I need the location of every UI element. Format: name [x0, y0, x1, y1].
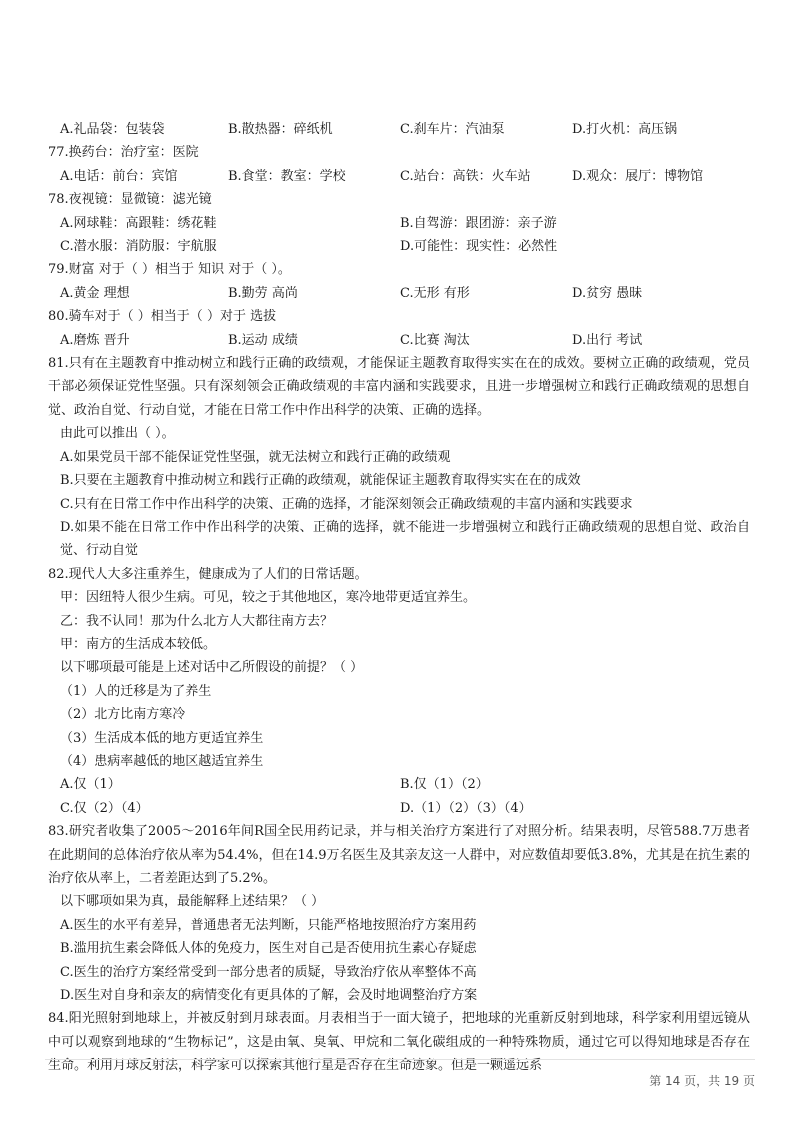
q82-options-row2	[48, 797, 750, 820]
q83-option-a: A.医生的水平有差异，普通患者无法判断，只能严格地按照治疗方案用药	[60, 917, 477, 933]
q78-stem: 78.夜视镜：显微镜：滤光镜	[48, 192, 212, 208]
q80-option-b: B.运动 成绩	[228, 332, 298, 348]
q78-options-row2	[48, 235, 750, 258]
q82-options-row1	[48, 773, 750, 796]
q81-stem: 81.只有在主题教育中推动树立和践行正确的政绩观，才能保证主题教育取得实实在在的成效。要树立正确的政绩观，党员干部必须保证党性坚强。只有深刻领会正确政绩观的丰富内涵和实践要求，且进一步增强树立和践行正确政绩观的思想自觉、政治自觉、行动自觉，才能在日常工作中作出科学的决策、正确的选择。	[48, 356, 750, 418]
q82-dialog-line: 甲：南方的生活成本较低。	[60, 636, 217, 652]
question-83	[48, 820, 750, 1007]
q82-stem: 82.现代人大多注重养生，健康成为了人们的日常话题。	[48, 566, 368, 582]
q78-option-b: B.自驾游：跟团游：亲子游	[400, 215, 557, 231]
q82-item-2: （2）北方比南方寒冷	[60, 707, 186, 723]
question-82	[48, 563, 750, 820]
q79-option-d: D.贫穷 愚昧	[572, 285, 643, 301]
q79-option-c: C.无形 有形	[400, 285, 470, 301]
q81-option-d: D.如果不能在日常工作中作出科学的决策、正确的选择，就不能进一步增强树立和践行正确政绩观的思想自觉、政治自觉、行动自觉	[60, 519, 750, 559]
q76-options	[60, 118, 750, 141]
q82-dialog-line: 甲：因纽特人很少生病。可见，较之于其他地区，寒冷地带更适宜养生。	[60, 590, 477, 606]
q79-options	[48, 282, 750, 305]
q76-option-a: A.礼品袋：包装袋	[60, 122, 165, 137]
q76-option-d: D.打火机：高压锅	[572, 122, 678, 137]
q82-option-a: A.仅（1）	[60, 777, 121, 793]
q82-ask: 以下哪项最可能是上述对话中乙所假设的前提？（ ）	[60, 660, 364, 676]
q83-stem: 83.研究者收集了2005～2016年间R国全民用药记录，并与相关治疗方案进行了对照分析。结果表明，尽管588.7万患者在此期间的总体治疗依从率为54.4%，但在14.9万名医生及其亲友这一人群中，对应数值却要低3.8%，尤其是在抗生素的治疗依从率上，二者差距达到了5.2%。	[48, 824, 750, 886]
q83-option-d: D.医生对自身和亲友的病情变化有更具体的了解，会及时地调整治疗方案	[60, 988, 478, 1004]
q77-option-c: C.站台：高铁：火车站	[400, 168, 531, 184]
q80-stem: 80.骑车对于（ ）相当于（ ）对于 选拔	[48, 309, 277, 325]
q82-item-4: （4）患病率越低的地区越适宜养生	[60, 753, 264, 769]
q82-item-3: （3）生活成本低的地方更适宜养生	[60, 730, 264, 746]
q81-option-c: C.只有在日常工作中作出科学的决策、正确的选择，才能深刻领会正确政绩观的丰富内涵和实践要求	[60, 496, 633, 512]
q82-option-c: C.仅（2）（4）	[60, 800, 149, 816]
q79-option-a: A.黄金 理想	[60, 285, 130, 301]
q77-options	[48, 165, 750, 188]
q81-option-b: B.只要在主题教育中推动树立和践行正确的政绩观，就能保证主题教育取得实实在在的成效	[60, 473, 581, 489]
q76-option-b: B.散热器：碎纸机	[228, 122, 333, 137]
q77-option-b: B.食堂：教室：学校	[228, 168, 346, 184]
q84-stem: 84.阳光照射到地球上，并被反射到月球表面。月表相当于一面大镜子，把地球的光重新反射到地球，科学家利用望远镜从中可以观察到地球的“生物标记”，这是由氧、臭氧、甲烷和二氧化碳组成的一种特殊物质，通过它可以得知地球是否存在生命。利用月球反射法，科学家可以探索其他行星是否存在生命迹象。但是一颗遥远系	[48, 1011, 750, 1074]
q77-option-a: A.电话：前台：宾馆	[60, 168, 178, 184]
question-77	[48, 141, 750, 188]
q79-stem: 79.财富 对于（ ）相当于 知识 对于（ ）。	[48, 262, 291, 278]
q77-stem: 77.换药台：治疗室：医院	[48, 145, 199, 161]
page-number: 第 14 页，共 19 页	[649, 1074, 755, 1088]
q76-option-c: C.刹车片：汽油泵	[400, 122, 505, 137]
q83-option-c: C.医生的治疗方案经常受到一部分患者的质疑，导致治疗依从率整体不高	[60, 964, 477, 980]
question-79	[48, 258, 750, 305]
q80-option-d: D.出行 考试	[572, 332, 643, 348]
q79-option-b: B.勤劳 高尚	[228, 285, 298, 301]
q78-options-row1	[48, 212, 750, 235]
question-81	[48, 352, 750, 563]
q78-option-a: A.网球鞋：高跟鞋：绣花鞋	[60, 215, 217, 231]
question-78	[48, 188, 750, 258]
question-84	[48, 1007, 750, 1077]
q82-option-b: B.仅（1）（2）	[400, 777, 489, 793]
q77-option-d: D.观众：展厅：博物馆	[572, 168, 704, 184]
q80-options	[48, 329, 750, 352]
q80-option-c: C.比赛 淘汰	[400, 332, 470, 348]
footer-divider	[45, 1059, 755, 1060]
q82-dialog-line: 乙：我不认同！那为什么北方人大都往南方去？	[60, 613, 334, 629]
question-80	[48, 305, 750, 352]
question-content	[48, 118, 750, 1078]
q81-option-a: A.如果党员干部不能保证党性坚强，就无法树立和践行正确的政绩观	[60, 449, 451, 465]
q81-ask: 由此可以推出（ ）。	[60, 426, 175, 442]
q83-option-b: B.滥用抗生素会降低人体的免疫力，医生对自己是否使用抗生素心存疑虑	[60, 941, 477, 957]
q82-item-1: （1）人的迁移是为了养生	[60, 683, 212, 699]
q78-option-d: D.可能性：现实性：必然性	[400, 239, 558, 255]
q78-option-c: C.潜水服：消防服：宇航服	[60, 239, 217, 255]
q82-option-d: D.（1）（2）（3）（4）	[400, 800, 532, 816]
q80-option-a: A.磨炼 晋升	[60, 332, 130, 348]
q83-ask: 以下哪项如果为真，最能解释上述结果？（ ）	[60, 894, 325, 910]
